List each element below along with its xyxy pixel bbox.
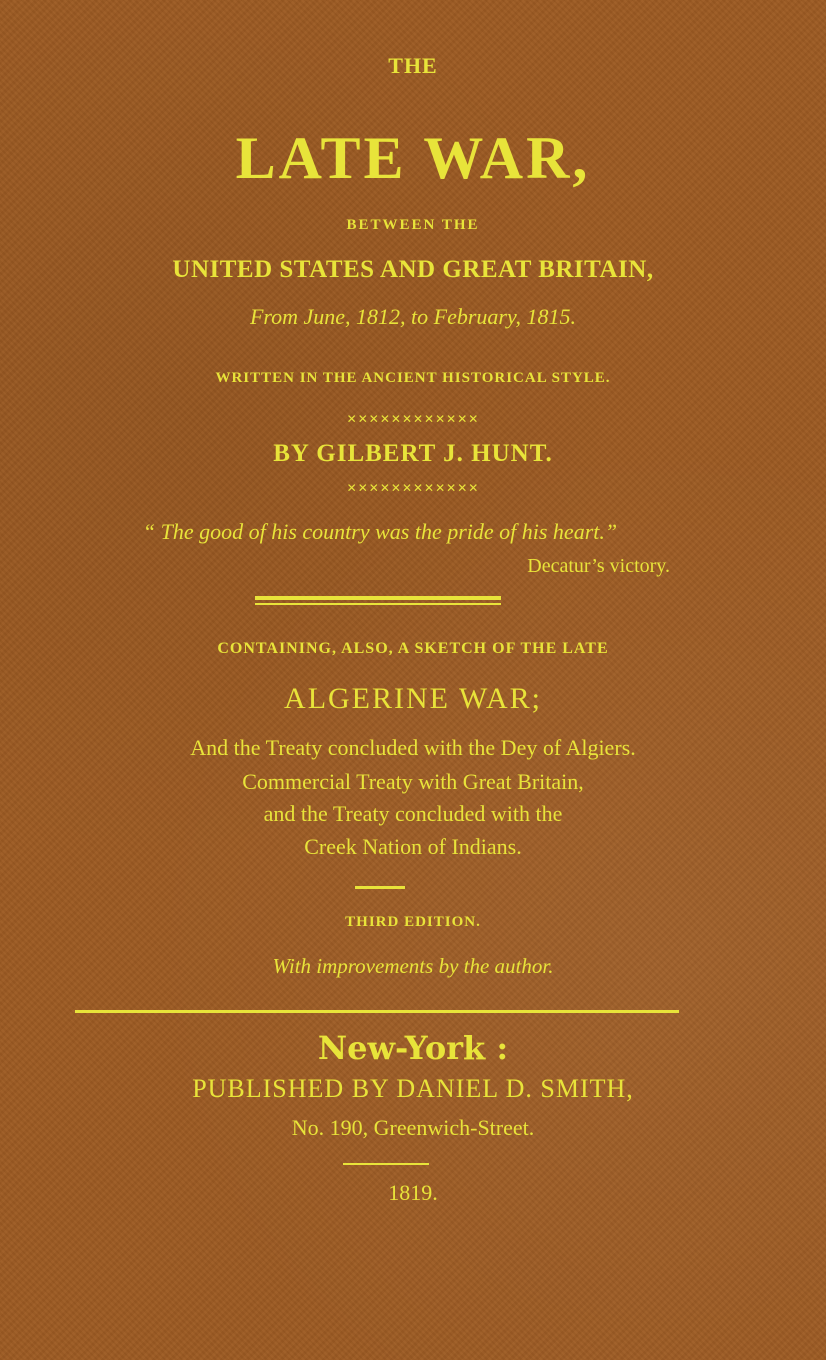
imprint-address: No. 190, Greenwich-Street.: [291, 1115, 535, 1140]
imprint-publisher: PUBLISHED BY DANIEL D. SMITH,: [192, 1074, 634, 1103]
treaty-line-4: Creek Nation of Indians.: [304, 834, 522, 859]
date-range: From June, 1812, to February, 1815.: [249, 304, 577, 329]
edition-line: THIRD EDITION.: [345, 914, 481, 930]
divider-double-top: [255, 596, 501, 600]
treaty-line-1: And the Treaty concluded with the Dey of Algiers.: [190, 735, 636, 760]
divider-imprint: [343, 1163, 429, 1165]
treaty-line-2: Commercial Treaty with Great Britain,: [242, 769, 584, 794]
divider-short: [355, 886, 405, 889]
containing-line: CONTAINING, ALSO, A SKETCH OF THE LATE: [217, 640, 609, 657]
divider-double-bottom: [255, 603, 501, 605]
algerine-war-title: ALGERINE WAR;: [284, 682, 542, 715]
ornament-top: ✕✕✕✕✕✕✕✕✕✕✕✕: [346, 412, 480, 426]
treaty-line-3: and the Treaty concluded with the: [263, 801, 563, 826]
epigraph-quote: “ The good of his country was the pride of his heart.”: [142, 519, 618, 544]
epigraph-source: Decatur’s victory.: [527, 555, 670, 577]
author-line: BY GILBERT J. HUNT.: [273, 440, 553, 467]
imprint-city: New-York :: [317, 1029, 509, 1067]
subtitle-countries: UNITED STATES AND GREAT BRITAIN,: [172, 256, 654, 283]
imprint-year: 1819.: [388, 1180, 438, 1205]
improvements-line: With improvements by the author.: [272, 954, 554, 978]
style-note: WRITTEN IN THE ANCIENT HISTORICAL STYLE.: [215, 370, 611, 386]
title-the: THE: [388, 53, 438, 78]
main-title: LATE WAR,: [235, 125, 591, 191]
subtitle-between: BETWEEN THE: [346, 217, 480, 233]
divider-long: [75, 1010, 679, 1013]
ornament-bottom: ✕✕✕✕✕✕✕✕✕✕✕✕: [346, 481, 480, 495]
